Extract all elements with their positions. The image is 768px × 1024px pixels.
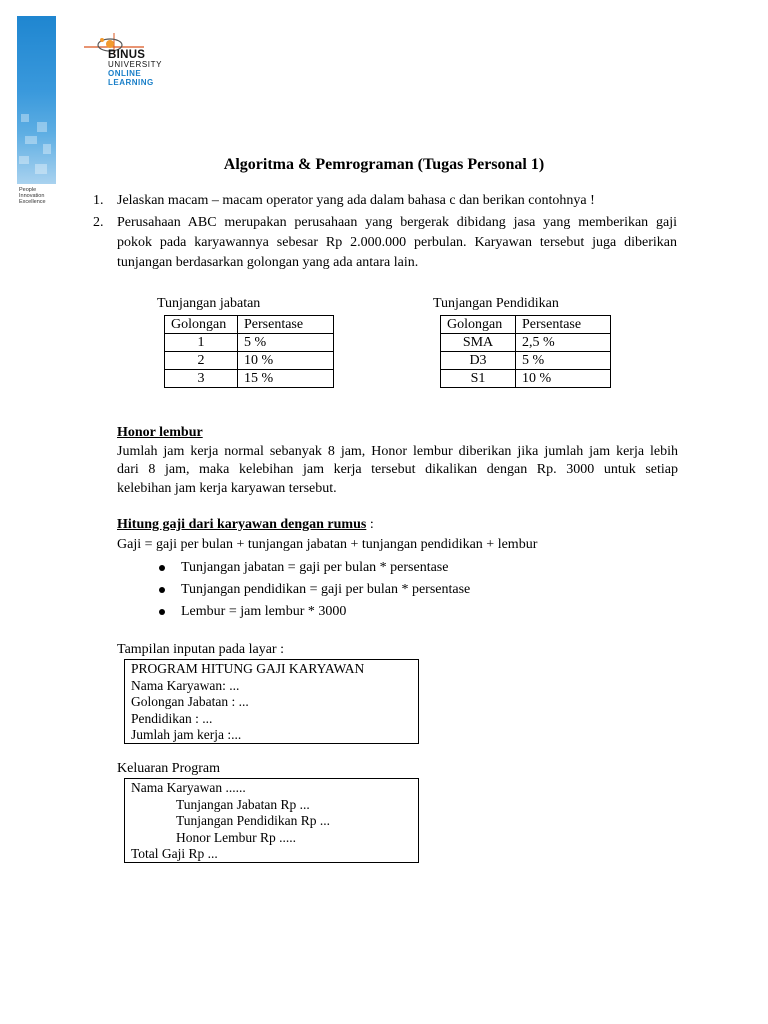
table-row: [165, 352, 334, 370]
table-caption-pendidikan: Tunjangan Pendidikan: [433, 296, 559, 311]
sidebar-tagline: People Innovation Excellence: [19, 187, 46, 205]
box-line: Honor Lembur Rp .....: [176, 829, 296, 845]
table-row: [441, 352, 611, 370]
formula-bullet-list: [157, 557, 470, 623]
box-line: Pendidikan : ...: [131, 710, 213, 726]
logo-word-online-learning: ONLINE LEARNING: [108, 69, 154, 87]
table-cell: 2: [165, 352, 238, 370]
table-cell: 3: [165, 370, 238, 388]
question-2: [93, 213, 677, 273]
box-line: Total Gaji Rp ...: [131, 846, 218, 861]
table-row: [441, 370, 611, 388]
table-header-cell: Golongan: [165, 316, 238, 334]
box-line: Tunjangan Jabatan Rp ...: [176, 796, 310, 812]
table-caption-jabatan: Tunjangan jabatan: [157, 296, 261, 311]
section-heading: Honor lembur: [117, 425, 203, 440]
honor-lembur-section: [117, 424, 678, 498]
table-header-row: [165, 316, 334, 334]
table-cell: 10 %: [516, 370, 611, 388]
table-cell: D3: [441, 352, 516, 370]
table-cell: S1: [441, 370, 516, 388]
table-cell: 2,5 %: [516, 334, 611, 352]
list-item: Tunjangan pendidikan = gaji per bulan * persentase: [157, 579, 470, 601]
paragraph-line: kelebihan jam kerja karyawan tersebut.: [117, 480, 337, 496]
table-header-cell: Persentase: [238, 316, 334, 334]
formula-heading: Hitung gaji dari karyawan dengan rumus :: [117, 517, 374, 532]
output-screen-label: Keluaran Program: [117, 761, 221, 776]
box-line: Nama Karyawan ......: [131, 780, 246, 795]
box-line: Golongan Jabatan : ...: [131, 694, 249, 709]
formula-main: Gaji = gaji per bulan + tunjangan jabatan + tunjangan pendidikan + lembur: [117, 536, 538, 552]
table-cell: 10 %: [238, 352, 334, 370]
section-heading: Hitung gaji dari karyawan dengan rumus: [117, 517, 367, 532]
table-row: [165, 334, 334, 352]
list-item: Tunjangan jabatan = gaji per bulan * persentase: [157, 557, 470, 579]
output-screen-box: [124, 778, 419, 863]
table-header-cell: Persentase: [516, 316, 611, 334]
paragraph-line: dari 8 jam, maka kelebihan jam kerja tersebut dikalikan dengan Rp. 3000 untuk setiap: [117, 462, 678, 477]
table-tunjangan-pendidikan: [440, 315, 611, 388]
box-line: Jumlah jam kerja :...: [131, 727, 242, 742]
box-line: Tunjangan Pendidikan Rp ...: [176, 813, 331, 828]
table-header-row: [441, 316, 611, 334]
table-cell: SMA: [441, 334, 516, 352]
table-header-cell: Golongan: [441, 316, 516, 334]
paragraph-line: Jumlah jam kerja normal sebanyak 8 jam, Honor lembur diberikan jika jumlah jam kerja lebih: [117, 443, 678, 459]
input-screen-label: Tampilan inputan pada layar :: [117, 642, 284, 657]
table-cell: 15 %: [238, 370, 334, 388]
question-number: 1.: [93, 193, 104, 208]
logo-word-university: UNIVERSITY: [108, 60, 163, 69]
question-number: 2.: [93, 215, 104, 230]
question-1: [93, 191, 677, 211]
list-item: Lembur = jam lembur * 3000: [157, 601, 470, 623]
table-row: [165, 370, 334, 388]
box-line: Nama Karyawan: ...: [131, 677, 240, 693]
table-row: [441, 334, 611, 352]
table-cell: 5 %: [238, 334, 334, 352]
binus-logo: [74, 28, 194, 88]
table-tunjangan-jabatan: [164, 315, 334, 388]
table-cell: 5 %: [516, 352, 611, 370]
page-title: Algoritma & Pemrograman (Tugas Personal 1): [223, 156, 545, 173]
formula-section: [117, 516, 678, 554]
box-line: PROGRAM HITUNG GAJI KARYAWAN: [131, 661, 365, 676]
question-text: Perusahaan ABC merupakan perusahaan yang bergerak dibidang jasa yang memberikan gaji pokok pada karyawannya sebesar Rp 2.000.000 perbulan. Karyawan tersebut juga diberikan tunjangan berdasarkan golongan yang ada antara lain.: [117, 215, 677, 270]
logo-word-binus: BINUS: [108, 49, 146, 61]
table-cell: 1: [165, 334, 238, 352]
question-text: Jelaskan macam – macam operator yang ada dalam bahasa c dan berikan contohnya !: [117, 193, 595, 208]
input-screen-box: [124, 659, 419, 744]
